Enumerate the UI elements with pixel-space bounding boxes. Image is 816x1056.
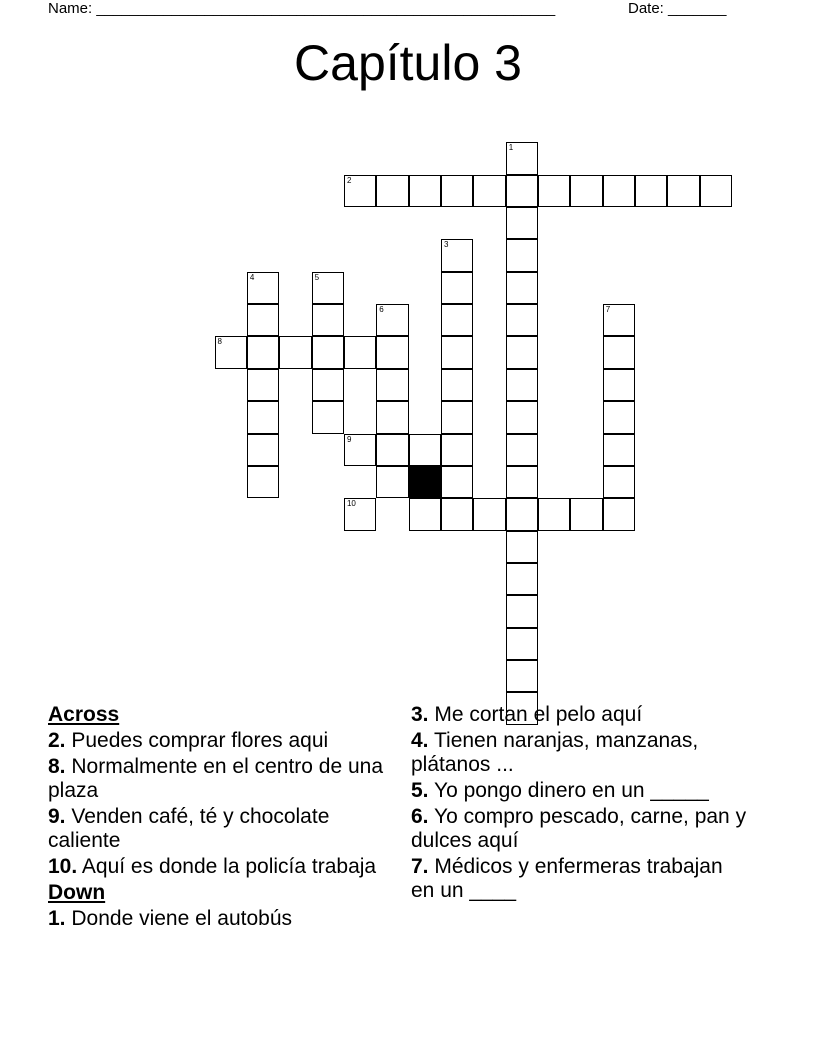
crossword-cell[interactable]	[603, 369, 635, 401]
crossword-cell[interactable]	[603, 175, 635, 207]
cell-number: 4	[249, 272, 255, 282]
crossword-cell[interactable]	[247, 272, 279, 304]
clue-number: 6.	[411, 805, 429, 828]
clue-across-9	[48, 805, 388, 853]
crossword-cell[interactable]	[376, 336, 408, 368]
crossword-cell[interactable]	[506, 207, 538, 239]
clue-text: Médicos y enfermeras trabajan en un ____	[411, 855, 723, 902]
crossword-cell[interactable]	[441, 272, 473, 304]
crossword-cell[interactable]	[279, 336, 311, 368]
crossword-cell[interactable]	[247, 466, 279, 498]
crossword-cell[interactable]	[538, 498, 570, 530]
clues-right-column	[411, 703, 751, 905]
crossword-cell[interactable]	[441, 401, 473, 433]
crossword-cell[interactable]	[441, 239, 473, 271]
clue-text: Tienen naranjas, manzanas, plátanos ...	[411, 729, 699, 776]
crossword-cell[interactable]	[473, 175, 505, 207]
crossword-cell[interactable]	[506, 595, 538, 627]
crossword-cell[interactable]	[441, 369, 473, 401]
crossword-cell[interactable]	[603, 466, 635, 498]
crossword-cell[interactable]	[409, 175, 441, 207]
crossword-cell[interactable]	[635, 175, 667, 207]
clue-across-8	[48, 755, 388, 803]
clue-down-1	[48, 907, 388, 931]
crossword-cell[interactable]	[441, 304, 473, 336]
crossword-cell[interactable]	[409, 434, 441, 466]
crossword-cell[interactable]	[603, 336, 635, 368]
crossword-cell[interactable]	[247, 336, 279, 368]
clue-number: 9.	[48, 805, 66, 828]
crossword-cell[interactable]	[376, 434, 408, 466]
down-heading: Down	[48, 881, 106, 904]
clue-across-10	[48, 855, 388, 879]
crossword-cell[interactable]	[441, 498, 473, 530]
cell-number: 2	[346, 175, 352, 185]
crossword-cell[interactable]	[312, 401, 344, 433]
clue-text: Normalmente en el centro de una plaza	[48, 755, 384, 802]
cell-number: 6	[379, 305, 384, 315]
cell-number: 9	[346, 434, 352, 444]
clue-number: 3.	[411, 703, 429, 726]
crossword-cell[interactable]	[473, 498, 505, 530]
crossword-cell[interactable]	[441, 175, 473, 207]
clue-down-7	[411, 855, 751, 903]
clue-down-5	[411, 779, 751, 803]
crossword-cell[interactable]	[376, 466, 408, 498]
crossword-cell[interactable]	[344, 336, 376, 368]
crossword-black-cell	[409, 466, 441, 498]
crossword-cell[interactable]	[506, 466, 538, 498]
crossword-cell[interactable]	[376, 175, 408, 207]
clue-number: 4.	[411, 729, 429, 752]
clue-down-6	[411, 805, 751, 853]
crossword-cell[interactable]	[506, 336, 538, 368]
crossword-cell[interactable]	[506, 304, 538, 336]
page-title: Capítulo 3	[294, 35, 522, 91]
crossword-cell[interactable]	[441, 466, 473, 498]
crossword-cell[interactable]	[700, 175, 732, 207]
crossword-cell[interactable]	[247, 304, 279, 336]
crossword-cell[interactable]	[506, 660, 538, 692]
crossword-cell[interactable]	[312, 272, 344, 304]
cell-number: 8	[217, 337, 222, 347]
clues-left-column	[48, 703, 388, 933]
crossword-cell[interactable]	[247, 369, 279, 401]
crossword-cell[interactable]	[603, 304, 635, 336]
clue-text: Donde viene el autobús	[71, 907, 293, 930]
crossword-cell[interactable]	[247, 401, 279, 433]
crossword-cell[interactable]	[344, 434, 376, 466]
crossword-cell[interactable]	[441, 336, 473, 368]
cell-number: 3	[444, 240, 449, 250]
clue-text: Puedes comprar flores aqui	[71, 729, 329, 752]
crossword-cell[interactable]	[312, 336, 344, 368]
clue-number: 1.	[48, 907, 66, 930]
crossword-cell[interactable]	[506, 563, 538, 595]
crossword-cell[interactable]	[538, 175, 570, 207]
date-field-label: Date: _______	[628, 0, 727, 17]
crossword-cell[interactable]	[247, 434, 279, 466]
crossword-cell[interactable]	[506, 239, 538, 271]
clue-number: 8.	[48, 755, 66, 778]
across-heading: Across	[48, 703, 120, 726]
crossword-cell[interactable]	[506, 531, 538, 563]
crossword-cell[interactable]	[603, 401, 635, 433]
crossword-cell[interactable]	[376, 369, 408, 401]
clue-across-2	[48, 729, 388, 753]
cell-number: 10	[346, 499, 356, 509]
crossword-cell[interactable]	[506, 498, 538, 530]
crossword-cell[interactable]	[376, 304, 408, 336]
crossword-cell[interactable]	[441, 434, 473, 466]
clue-text: Venden café, té y chocolate caliente	[48, 805, 330, 852]
crossword-cell[interactable]	[506, 369, 538, 401]
crossword-cell[interactable]	[312, 369, 344, 401]
cell-number: 5	[314, 272, 320, 282]
crossword-cell[interactable]	[667, 175, 699, 207]
crossword-cell[interactable]	[506, 175, 538, 207]
crossword-cell[interactable]	[376, 401, 408, 433]
cell-number: 7	[605, 305, 611, 315]
clue-number: 5.	[411, 779, 429, 802]
crossword-cell[interactable]	[506, 628, 538, 660]
crossword-cell[interactable]	[506, 142, 538, 174]
crossword-cell[interactable]	[603, 498, 635, 530]
name-field-label: Name: _______________________________________________________	[48, 0, 556, 17]
crossword-cell[interactable]	[570, 498, 602, 530]
crossword-cell[interactable]	[312, 304, 344, 336]
crossword-cell[interactable]	[506, 434, 538, 466]
clue-number: 2.	[48, 729, 66, 752]
crossword-cell[interactable]	[409, 498, 441, 530]
crossword-cell[interactable]	[570, 175, 602, 207]
clue-text: Me cortan el pelo aquí	[434, 703, 643, 726]
clue-number: 10.	[48, 855, 78, 878]
clue-down-3	[411, 703, 751, 727]
clue-down-4	[411, 729, 751, 777]
crossword-cell[interactable]	[215, 336, 247, 368]
crossword-cell[interactable]	[603, 434, 635, 466]
clue-number: 7.	[411, 855, 429, 878]
clue-text: Yo pongo dinero en un _____	[433, 779, 709, 802]
crossword-cell[interactable]	[344, 175, 376, 207]
crossword-cell[interactable]	[344, 498, 376, 530]
crossword-cell[interactable]	[506, 401, 538, 433]
clue-text: Yo compro pescado, carne, pan y dulces aquí	[411, 805, 747, 852]
cell-number: 1	[508, 143, 514, 153]
clue-text: Aquí es donde la policía trabaja	[81, 855, 377, 878]
crossword-cell[interactable]	[506, 272, 538, 304]
